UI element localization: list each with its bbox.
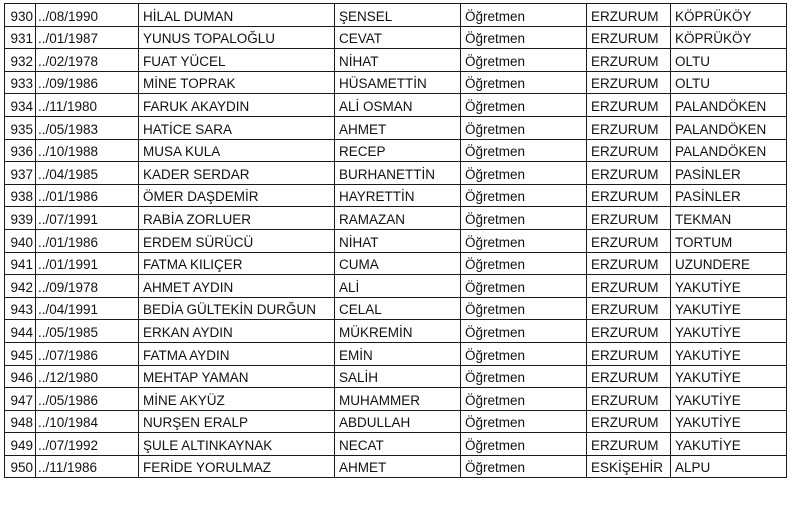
father-name-cell: RECEP — [335, 139, 461, 162]
father-name-cell: HAYRETTİN — [335, 184, 461, 207]
birth-date-cell: ../05/1985 — [36, 320, 139, 343]
full-name-cell: ERKAN AYDIN — [139, 320, 335, 343]
district-cell: YAKUTİYE — [671, 388, 787, 411]
father-name-cell: ALİ OSMAN — [335, 94, 461, 117]
full-name-cell: ŞULE ALTINKAYNAK — [139, 433, 335, 456]
table-row — [5, 139, 787, 162]
father-name-cell: ABDULLAH — [335, 410, 461, 433]
full-name-cell: HİLAL DUMAN — [139, 4, 335, 27]
district-cell: OLTU — [671, 49, 787, 72]
row-number-cell: 937 — [5, 162, 36, 185]
father-name-cell: NİHAT — [335, 229, 461, 252]
district-cell: YAKUTİYE — [671, 275, 787, 298]
father-name-cell: ŞENSEL — [335, 4, 461, 27]
province-cell: ERZURUM — [587, 229, 671, 252]
father-name-cell: AHMET — [335, 116, 461, 139]
district-cell: PALANDÖKEN — [671, 94, 787, 117]
province-cell: ERZURUM — [587, 71, 671, 94]
row-number-cell: 942 — [5, 275, 36, 298]
birth-date-cell: ../07/1986 — [36, 342, 139, 365]
row-number-cell: 949 — [5, 433, 36, 456]
province-cell: ERZURUM — [587, 320, 671, 343]
district-cell: KÖPRÜKÖY — [671, 26, 787, 49]
district-cell: TEKMAN — [671, 207, 787, 230]
father-name-cell: BURHANETTİN — [335, 162, 461, 185]
table-row — [5, 455, 787, 478]
birth-date-cell: ../01/1986 — [36, 184, 139, 207]
occupation-cell: Öğretmen — [461, 184, 587, 207]
full-name-cell: FATMA AYDIN — [139, 342, 335, 365]
district-cell: YAKUTİYE — [671, 320, 787, 343]
table-row — [5, 297, 787, 320]
birth-date-cell: ../04/1985 — [36, 162, 139, 185]
district-cell: PASİNLER — [671, 162, 787, 185]
birth-date-cell: ../11/1980 — [36, 94, 139, 117]
occupation-cell: Öğretmen — [461, 455, 587, 478]
row-number-cell: 940 — [5, 229, 36, 252]
province-cell: ERZURUM — [587, 433, 671, 456]
district-cell: PALANDÖKEN — [671, 139, 787, 162]
table-row — [5, 252, 787, 275]
row-number-cell: 935 — [5, 116, 36, 139]
district-cell: KÖPRÜKÖY — [671, 4, 787, 27]
table-row — [5, 365, 787, 388]
full-name-cell: MUSA KULA — [139, 139, 335, 162]
row-number-cell: 932 — [5, 49, 36, 72]
father-name-cell: EMİN — [335, 342, 461, 365]
birth-date-cell: ../09/1986 — [36, 71, 139, 94]
district-cell: YAKUTİYE — [671, 342, 787, 365]
row-number-cell: 945 — [5, 342, 36, 365]
occupation-cell: Öğretmen — [461, 229, 587, 252]
birth-date-cell: ../10/1984 — [36, 410, 139, 433]
full-name-cell: AHMET AYDIN — [139, 275, 335, 298]
father-name-cell: CELAL — [335, 297, 461, 320]
district-cell: UZUNDERE — [671, 252, 787, 275]
full-name-cell: RABİA ZORLUER — [139, 207, 335, 230]
full-name-cell: FARUK AKAYDIN — [139, 94, 335, 117]
full-name-cell: KADER SERDAR — [139, 162, 335, 185]
full-name-cell: YUNUS TOPALOĞLU — [139, 26, 335, 49]
table-row — [5, 433, 787, 456]
province-cell: ERZURUM — [587, 410, 671, 433]
district-cell: PALANDÖKEN — [671, 116, 787, 139]
occupation-cell: Öğretmen — [461, 116, 587, 139]
occupation-cell: Öğretmen — [461, 94, 587, 117]
father-name-cell: NECAT — [335, 433, 461, 456]
birth-date-cell: ../01/1987 — [36, 26, 139, 49]
province-cell: ERZURUM — [587, 252, 671, 275]
full-name-cell: FERİDE YORULMAZ — [139, 455, 335, 478]
table-row — [5, 71, 787, 94]
row-number-cell: 948 — [5, 410, 36, 433]
father-name-cell: MÜKREMİN — [335, 320, 461, 343]
full-name-cell: FATMA KILIÇER — [139, 252, 335, 275]
occupation-cell: Öğretmen — [461, 342, 587, 365]
father-name-cell: SALİH — [335, 365, 461, 388]
occupation-cell: Öğretmen — [461, 297, 587, 320]
table-row — [5, 94, 787, 117]
birth-date-cell: ../04/1991 — [36, 297, 139, 320]
father-name-cell: CEVAT — [335, 26, 461, 49]
row-number-cell: 950 — [5, 455, 36, 478]
occupation-cell: Öğretmen — [461, 71, 587, 94]
father-name-cell: CUMA — [335, 252, 461, 275]
table-row — [5, 207, 787, 230]
table-row — [5, 162, 787, 185]
row-number-cell: 939 — [5, 207, 36, 230]
row-number-cell: 930 — [5, 4, 36, 27]
full-name-cell: MEHTAP YAMAN — [139, 365, 335, 388]
birth-date-cell: ../07/1992 — [36, 433, 139, 456]
occupation-cell: Öğretmen — [461, 365, 587, 388]
table-row — [5, 229, 787, 252]
full-name-cell: BEDİA GÜLTEKİN DURĞUN — [139, 297, 335, 320]
table-row — [5, 4, 787, 27]
province-cell: ERZURUM — [587, 184, 671, 207]
birth-date-cell: ../09/1978 — [36, 275, 139, 298]
birth-date-cell: ../12/1980 — [36, 365, 139, 388]
father-name-cell: ALİ — [335, 275, 461, 298]
row-number-cell: 943 — [5, 297, 36, 320]
occupation-cell: Öğretmen — [461, 388, 587, 411]
father-name-cell: AHMET — [335, 455, 461, 478]
occupation-cell: Öğretmen — [461, 410, 587, 433]
district-cell: YAKUTİYE — [671, 410, 787, 433]
province-cell: ERZURUM — [587, 365, 671, 388]
father-name-cell: RAMAZAN — [335, 207, 461, 230]
full-name-cell: NURŞEN ERALP — [139, 410, 335, 433]
district-cell: TORTUM — [671, 229, 787, 252]
birth-date-cell: ../08/1990 — [36, 4, 139, 27]
province-cell: ERZURUM — [587, 94, 671, 117]
province-cell: ESKİŞEHİR — [587, 455, 671, 478]
province-cell: ERZURUM — [587, 207, 671, 230]
birth-date-cell: ../01/1991 — [36, 252, 139, 275]
district-cell: YAKUTİYE — [671, 433, 787, 456]
full-name-cell: ÖMER DAŞDEMİR — [139, 184, 335, 207]
district-cell: YAKUTİYE — [671, 297, 787, 320]
table-row — [5, 275, 787, 298]
row-number-cell: 941 — [5, 252, 36, 275]
district-cell: YAKUTİYE — [671, 365, 787, 388]
birth-date-cell: ../05/1986 — [36, 388, 139, 411]
birth-date-cell: ../01/1986 — [36, 229, 139, 252]
table-row — [5, 410, 787, 433]
province-cell: ERZURUM — [587, 388, 671, 411]
occupation-cell: Öğretmen — [461, 320, 587, 343]
province-cell: ERZURUM — [587, 26, 671, 49]
father-name-cell: MUHAMMER — [335, 388, 461, 411]
province-cell: ERZURUM — [587, 116, 671, 139]
table-body — [5, 4, 787, 478]
table-row — [5, 26, 787, 49]
province-cell: ERZURUM — [587, 275, 671, 298]
occupation-cell: Öğretmen — [461, 433, 587, 456]
birth-date-cell: ../11/1986 — [36, 455, 139, 478]
table-row — [5, 184, 787, 207]
table-row — [5, 116, 787, 139]
province-cell: ERZURUM — [587, 49, 671, 72]
row-number-cell: 946 — [5, 365, 36, 388]
occupation-cell: Öğretmen — [461, 162, 587, 185]
province-cell: ERZURUM — [587, 342, 671, 365]
district-cell: PASİNLER — [671, 184, 787, 207]
occupation-cell: Öğretmen — [461, 139, 587, 162]
row-number-cell: 933 — [5, 71, 36, 94]
province-cell: ERZURUM — [587, 297, 671, 320]
row-number-cell: 936 — [5, 139, 36, 162]
occupation-cell: Öğretmen — [461, 207, 587, 230]
birth-date-cell: ../07/1991 — [36, 207, 139, 230]
row-number-cell: 944 — [5, 320, 36, 343]
province-cell: ERZURUM — [587, 162, 671, 185]
occupation-cell: Öğretmen — [461, 275, 587, 298]
father-name-cell: HÜSAMETTİN — [335, 71, 461, 94]
occupation-cell: Öğretmen — [461, 252, 587, 275]
table-row — [5, 388, 787, 411]
province-cell: ERZURUM — [587, 139, 671, 162]
full-name-cell: MİNE AKYÜZ — [139, 388, 335, 411]
occupation-cell: Öğretmen — [461, 4, 587, 27]
birth-date-cell: ../02/1978 — [36, 49, 139, 72]
birth-date-cell: ../05/1983 — [36, 116, 139, 139]
row-number-cell: 931 — [5, 26, 36, 49]
table-row — [5, 49, 787, 72]
personnel-table — [4, 3, 787, 478]
province-cell: ERZURUM — [587, 4, 671, 27]
occupation-cell: Öğretmen — [461, 26, 587, 49]
district-cell: OLTU — [671, 71, 787, 94]
birth-date-cell: ../10/1988 — [36, 139, 139, 162]
full-name-cell: ERDEM SÜRÜCÜ — [139, 229, 335, 252]
occupation-cell: Öğretmen — [461, 49, 587, 72]
row-number-cell: 938 — [5, 184, 36, 207]
father-name-cell: NİHAT — [335, 49, 461, 72]
table-row — [5, 342, 787, 365]
district-cell: ALPU — [671, 455, 787, 478]
full-name-cell: HATİCE SARA — [139, 116, 335, 139]
full-name-cell: FUAT YÜCEL — [139, 49, 335, 72]
row-number-cell: 947 — [5, 388, 36, 411]
row-number-cell: 934 — [5, 94, 36, 117]
table-row — [5, 320, 787, 343]
full-name-cell: MİNE TOPRAK — [139, 71, 335, 94]
